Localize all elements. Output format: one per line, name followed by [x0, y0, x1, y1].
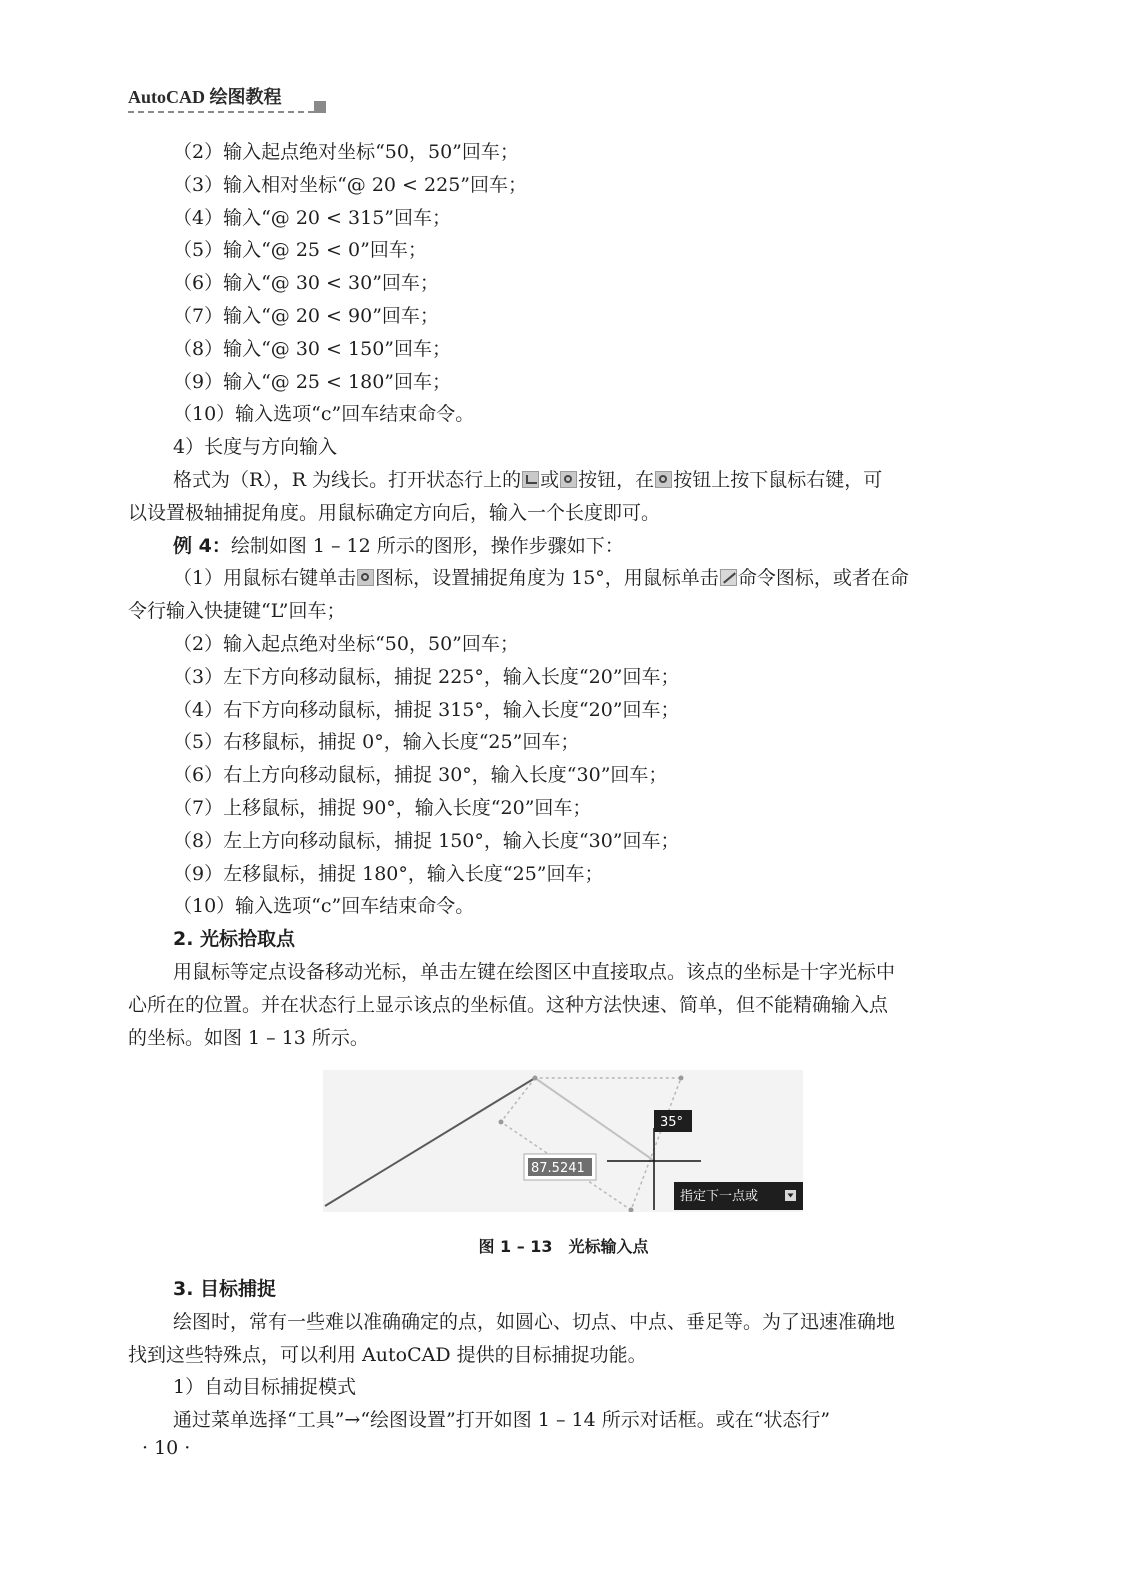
step-line: （7）输入“@ 20 < 90”回车；	[173, 304, 439, 327]
page-number: · 10 ·	[142, 1437, 191, 1459]
text-fragment: 命令图标，或者在命	[737, 567, 909, 590]
header-rule	[128, 111, 314, 113]
ortho-mode-icon	[522, 471, 539, 488]
length-input-value: 87.5241	[531, 1161, 585, 1176]
step-line: （5）输入“@ 25 < 0”回车；	[173, 239, 427, 262]
body-text-bottom	[128, 1273, 1000, 1437]
vertex-marker	[499, 1120, 504, 1125]
running-header: AutoCAD 绘图教程	[128, 87, 282, 107]
step-line: （6）输入“@ 30 < 30”回车；	[173, 272, 439, 295]
step-line: （6）右上方向移动鼠标，捕捉 30°，输入长度“30”回车；	[173, 764, 668, 787]
step-line: （9）输入“@ 25 < 180”回车；	[173, 370, 451, 393]
paragraph-line: 心所在的位置。并在状态行上显示该点的坐标值。这种方法快速、简单，但不能精确输入点	[128, 993, 889, 1016]
step-line: （10）输入选项“c”回车结束命令。	[173, 895, 475, 918]
step-line: （10）输入选项“c”回车结束命令。	[173, 403, 475, 426]
body-text-top	[128, 136, 1000, 1054]
step-line: （3）输入相对坐标“@ 20 < 225”回车；	[173, 173, 527, 196]
subsection-title: 4）长度与方向输入	[173, 436, 338, 459]
text-fragment: （1）用鼠标右键单击	[173, 567, 357, 590]
polar-paragraph-line-2: 以设置极轴捕捉角度。用鼠标确定方向后，输入一个长度即可。	[128, 501, 661, 524]
example-label: 例 4：	[173, 534, 231, 557]
step-line: （4）输入“@ 20 < 315”回车；	[173, 206, 451, 229]
text-fragment: 格式为（R），R 为线长。打开状态行上的	[173, 468, 522, 491]
step-line: 令行输入快捷键“L”回车；	[128, 600, 346, 623]
line-command-icon	[720, 569, 737, 586]
paragraph-line: 的坐标。如图 1 – 13 所示。	[128, 1026, 369, 1049]
step-line: （2）输入起点绝对坐标“50，50”回车；	[173, 632, 519, 655]
text-fragment: 图标，设置捕捉角度为 15°，用鼠标单击	[375, 567, 719, 590]
vertex-marker	[679, 1076, 684, 1081]
paragraph-line: 通过菜单选择“工具”→“绘图设置”打开如图 1 – 14 所示对话框。或在“状态行”	[173, 1409, 831, 1432]
step-line: （2）输入起点绝对坐标“50，50”回车；	[173, 141, 519, 163]
header-marker	[314, 101, 326, 113]
text-fragment: 或	[540, 468, 560, 491]
vertex-marker	[533, 1076, 538, 1081]
step-line: （8）输入“@ 30 < 150”回车；	[173, 337, 451, 360]
step-line	[128, 562, 1000, 595]
example-title	[128, 530, 1000, 563]
polar-tracking-icon	[357, 569, 374, 586]
figure-cursor-input	[323, 1070, 803, 1216]
polar-paragraph-line-1	[128, 464, 1000, 497]
step-line: （4）右下方向移动鼠标，捕捉 315°，输入长度“20”回车；	[173, 698, 680, 721]
command-prompt-text: 指定下一点或	[680, 1189, 759, 1204]
step-line: （9）左移鼠标，捕捉 180°，输入长度“25”回车；	[173, 862, 604, 885]
paragraph-line: 用鼠标等定点设备移动光标，单击左键在绘图区中直接取点。该点的坐标是十字光标中	[173, 960, 896, 983]
text-fragment: 按钮，在	[578, 468, 655, 491]
section-heading: 3. 目标捕捉	[173, 1278, 277, 1300]
paragraph-line: 绘图时，常有一些难以准确确定的点，如圆心、切点、中点、垂足等。为了迅速准确地	[173, 1310, 896, 1333]
figure-caption: 图 1 – 13 光标输入点	[478, 1237, 649, 1256]
step-line: （5）右移鼠标，捕捉 0°，输入长度“25”回车；	[173, 731, 580, 754]
section-heading: 2. 光标拾取点	[173, 928, 296, 951]
paragraph-line: 找到这些特殊点，可以利用 AutoCAD 提供的目标捕捉功能。	[128, 1343, 647, 1366]
subsection-title: 1）自动目标捕捉模式	[173, 1376, 357, 1399]
cad-screenshot	[323, 1070, 803, 1212]
step-line: （3）左下方向移动鼠标，捕捉 225°，输入长度“20”回车；	[173, 665, 680, 688]
polar-tracking-icon	[560, 471, 577, 488]
angle-tooltip-text: 35°	[660, 1115, 684, 1130]
polar-tracking-icon	[655, 471, 672, 488]
step-line: （8）左上方向移动鼠标，捕捉 150°，输入长度“30”回车；	[173, 829, 680, 852]
step-line: （7）上移鼠标，捕捉 90°，输入长度“20”回车；	[173, 796, 592, 819]
text-fragment: 按钮上按下鼠标右键，可	[673, 468, 883, 491]
example-text: 绘制如图 1 – 12 所示的图形，操作步骤如下：	[230, 534, 624, 557]
